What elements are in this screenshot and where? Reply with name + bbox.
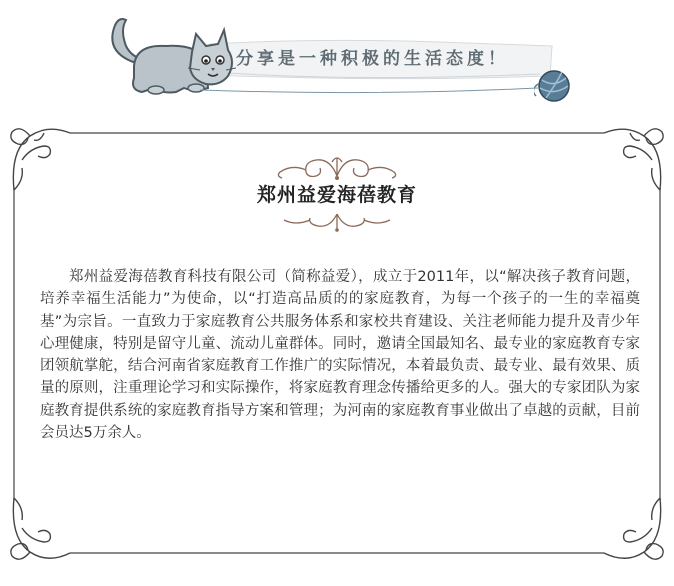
yarn-thread [200,84,540,98]
slogan-text: 分享是一种积极的生活态度！ [236,49,509,69]
ornament-flourish-bottom [276,210,398,234]
page-title: 郑州益爱海蓓教育 [256,184,417,206]
corner-ornament-bottom-left [11,498,70,559]
ornament-flourish-top [272,150,402,182]
corner-ornament-bottom-right [604,498,663,559]
intro-paragraph: 郑州益爱海蓓教育科技有限公司（简称益爱），成立于2011年，以“解决孩子教育问题，培养幸福生活能力”为使命，以“打造高品质的的家庭教育，为每一个孩子的一生的幸福奠基”为宗旨。一直致力于家庭教育公共服务体系和家校共育建设、关注老师能力提升及青少年心理健康，特别是留守儿童、流动儿童群体。同时，邀请全国最知名、最专业的家庭教育专家团领航掌舵，结合河南省家庭教育工作推广的实际情况，本着最负责、最专业、最有效果、质量的原则，注重理论学习和实际操作，将家庭教育理念传播给更多的人。强大的专家团队为家庭教育提供系统的家庭教育指导方案和管理；为河南的家庭教育事业做出了卓越的贡献，目前会员达5万余人。 [40,269,640,442]
header-banner [0,0,674,110]
